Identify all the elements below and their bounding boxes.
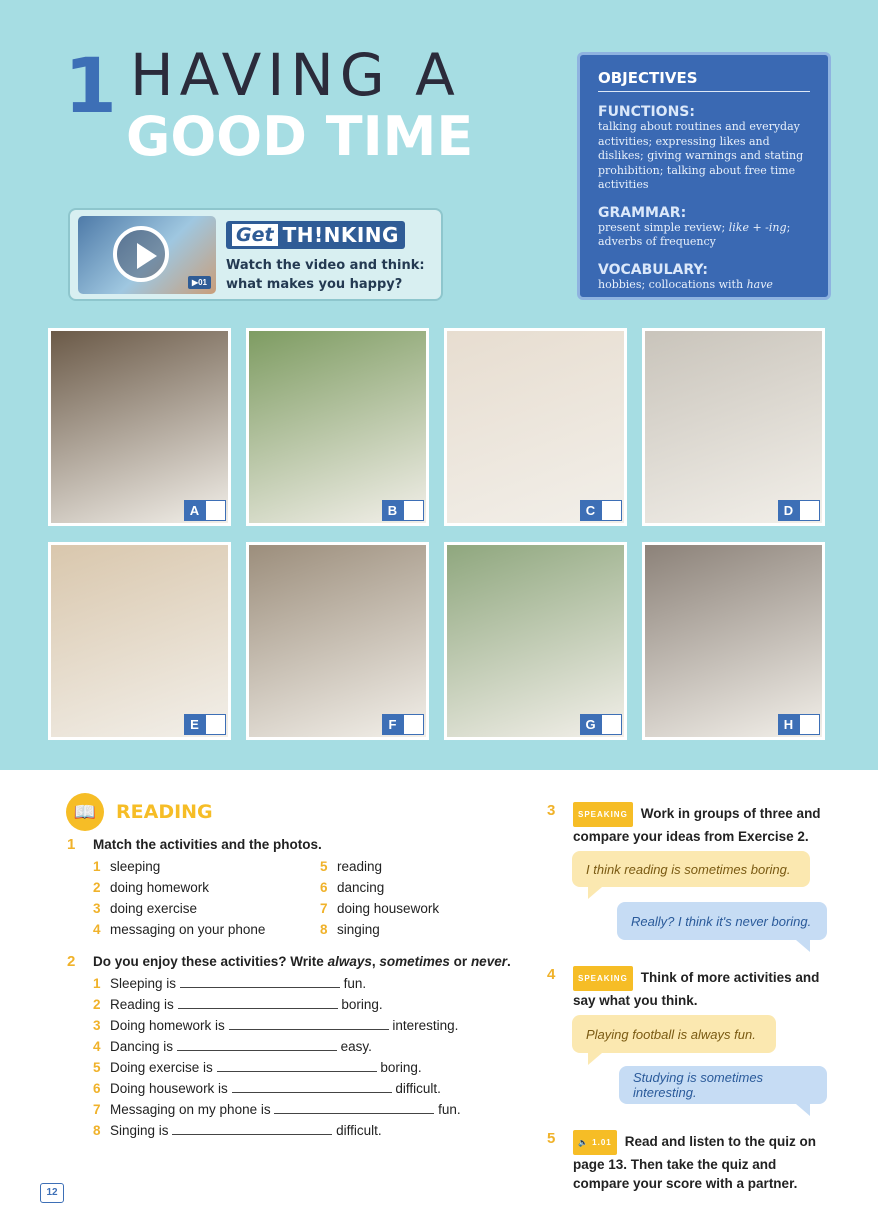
grammar-text-a: present simple review; (598, 220, 729, 234)
video-badge: ▶01 (188, 276, 211, 289)
list-item: 2 doing homework (93, 880, 210, 895)
speech-bubble: Studying is sometimes interesting. (619, 1066, 827, 1104)
page-number: 12 (40, 1183, 64, 1203)
answer-blank[interactable] (178, 997, 338, 1009)
bubble-tail (796, 940, 810, 952)
get-thinking-get: Get (232, 224, 278, 246)
reading-heading (66, 793, 213, 831)
photo-letter: G (580, 714, 601, 735)
list-item: 6 dancing (320, 880, 385, 895)
answer-box[interactable] (601, 714, 622, 735)
grammar-heading: GRAMMAR: (598, 204, 687, 221)
list-item: 7 Messaging on my phone is fun. (93, 1102, 461, 1117)
photo-letter: A (184, 500, 205, 521)
list-item: 6 Doing housework is difficult. (93, 1081, 441, 1096)
vocabulary-text (598, 278, 810, 293)
photo-g (444, 542, 627, 740)
exercise-number: 4 (547, 966, 556, 983)
get-thinking-prompt: Watch the video and think: what makes you happy? (226, 258, 425, 292)
photo-letter: H (778, 714, 799, 735)
play-icon[interactable] (113, 226, 169, 282)
functions-text: talking about routines and everyday activities; expressing likes and dislikes; giving warnings and stating prohibition; talking about free time activities (598, 120, 804, 191)
list-item: 1 Sleeping is fun. (93, 976, 367, 991)
answer-box[interactable] (799, 500, 820, 521)
photo-h (642, 542, 825, 740)
list-item: 8 Singing is difficult. (93, 1123, 382, 1138)
answer-box[interactable] (799, 714, 820, 735)
photo-f (246, 542, 429, 740)
exercise-number: 1 (67, 836, 76, 853)
list-item: 4 messaging on your phone (93, 922, 266, 937)
list-item: 5 reading (320, 859, 383, 874)
answer-box[interactable] (205, 500, 226, 521)
bubble-tail (588, 1053, 602, 1065)
photo-c (444, 328, 627, 526)
answer-box[interactable] (601, 500, 622, 521)
list-item: 1 sleeping (93, 859, 161, 874)
exercise-number: 3 (547, 802, 556, 819)
audio-track-badge[interactable]: 🔈 1.01 (573, 1130, 617, 1155)
answer-blank[interactable] (172, 1123, 332, 1135)
objectives-title: OBJECTIVES (598, 69, 810, 92)
photo-letter: D (778, 500, 799, 521)
book-icon: 📖 (66, 793, 104, 831)
photo-letter: B (382, 500, 403, 521)
answer-blank[interactable] (229, 1018, 389, 1030)
list-item: 4 Dancing is easy. (93, 1039, 372, 1054)
answer-box[interactable] (403, 500, 424, 521)
speech-bubble: Really? I think it's never boring. (617, 902, 827, 940)
exercise-number: 5 (547, 1130, 556, 1147)
video-thumbnail[interactable] (78, 216, 216, 294)
unit-number: 1 (64, 41, 117, 130)
list-item: 7 doing housework (320, 901, 440, 916)
vocabulary-heading: VOCABULARY: (598, 261, 708, 278)
functions-heading: FUNCTIONS: (598, 104, 695, 120)
answer-blank[interactable] (217, 1060, 377, 1072)
speech-bubble: I think reading is sometimes boring. (572, 851, 810, 887)
unit-title-line1: HAVING A (130, 41, 461, 109)
get-thinking-panel (68, 208, 443, 301)
speaking-badge: SPEAKING (573, 802, 633, 827)
list-item: 2 Reading is boring. (93, 997, 383, 1012)
answer-box[interactable] (205, 714, 226, 735)
answer-blank[interactable] (180, 976, 340, 988)
list-item: 3 doing exercise (93, 901, 198, 916)
reading-label: READING (116, 801, 213, 823)
photo-a (48, 328, 231, 526)
vocabulary-text-a: hobbies; collocations with (598, 277, 747, 291)
photo-letter: F (382, 714, 403, 735)
list-item: 3 Doing homework is interesting. (93, 1018, 459, 1033)
photo-b (246, 328, 429, 526)
photo-e (48, 542, 231, 740)
objectives-panel (577, 52, 831, 300)
exercise-4-text: SPEAKING Think of more activities and say what you think. (573, 966, 833, 1010)
unit-title-line2: GOOD TIME (126, 105, 474, 168)
bubble-tail (796, 1104, 810, 1116)
answer-blank[interactable] (274, 1102, 434, 1114)
grammar-text-b: like + -ing (728, 220, 787, 234)
photo-letter: C (580, 500, 601, 521)
exercise-2-title: Do you enjoy these activities? Write always, sometimes or never. (93, 954, 511, 969)
get-thinking-logo (226, 221, 405, 249)
photo-d (642, 328, 825, 526)
get-thinking-word: TH!NKING (282, 223, 399, 247)
vocabulary-text-b: have (746, 277, 773, 291)
bubble-tail (588, 887, 602, 899)
speaking-badge: SPEAKING (573, 966, 633, 991)
exercise-5-text: 🔈 1.01 Read and listen to the quiz on page 13. Then take the quiz and compare your score with a partner. (573, 1130, 833, 1193)
exercise-3-text: SPEAKING Work in groups of three and compare your ideas from Exercise 2. (573, 802, 833, 846)
answer-blank[interactable] (177, 1039, 337, 1051)
answer-box[interactable] (403, 714, 424, 735)
grammar-text (598, 221, 810, 250)
photo-letter: E (184, 714, 205, 735)
exercise-1-title: Match the activities and the photos. (93, 837, 322, 852)
list-item: 8 singing (320, 922, 380, 937)
grammar-text-c: ; adverbs of frequency (598, 220, 791, 248)
list-item: 5 Doing exercise is boring. (93, 1060, 422, 1075)
answer-blank[interactable] (232, 1081, 392, 1093)
speech-bubble: Playing football is always fun. (572, 1015, 776, 1053)
exercise-number: 2 (67, 953, 76, 970)
